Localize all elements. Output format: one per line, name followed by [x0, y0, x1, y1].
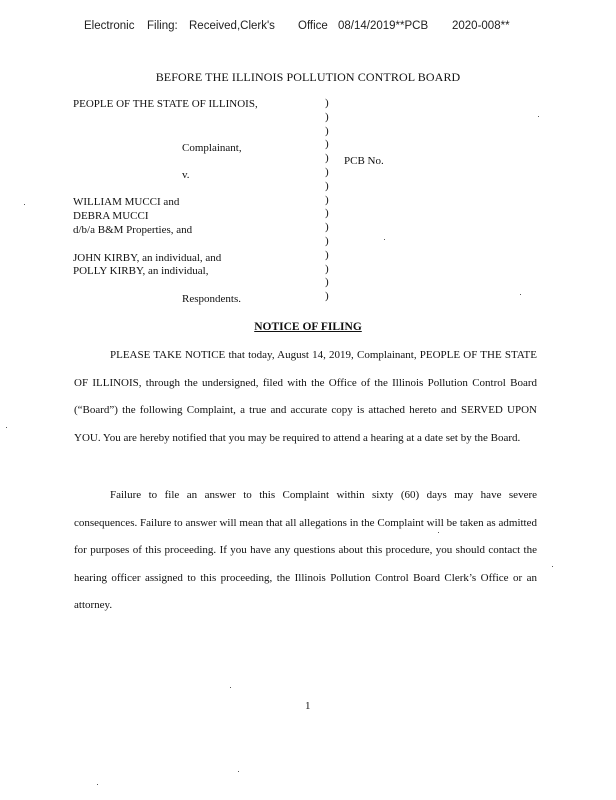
scan-speck	[24, 204, 25, 205]
caption-paren: )	[325, 138, 329, 151]
notice-paragraph	[74, 482, 537, 620]
caption-paren-column	[325, 97, 329, 304]
scan-speck	[384, 239, 385, 240]
scan-speck	[97, 784, 98, 785]
caption-paren: )	[325, 97, 329, 109]
caption-versus: v.	[182, 169, 190, 181]
caption-paren: )	[325, 248, 329, 261]
document-title: BEFORE THE ILLINOIS POLLUTION CONTROL BOARD	[155, 70, 461, 84]
page-number: 1	[305, 700, 311, 712]
caption-defendant-line: JOHN KIRBY, an individual, and	[73, 252, 222, 264]
caption-paren: )	[325, 152, 329, 165]
caption-paren: )	[325, 234, 329, 247]
stamp-electronic: Electronic	[84, 20, 135, 32]
caption-defendant-line: POLLY KIRBY, an individual,	[73, 265, 209, 277]
scan-speck	[238, 771, 239, 772]
notice-paragraph	[74, 342, 537, 452]
stamp-filing: Filing:	[147, 20, 178, 32]
scan-speck	[6, 427, 7, 428]
caption-respondents-role: Respondents.	[182, 293, 241, 305]
caption-paren: )	[325, 276, 329, 289]
scan-speck	[438, 532, 439, 533]
caption-paren: )	[325, 179, 329, 192]
caption-defendant-line: DEBRA MUCCI	[73, 210, 149, 222]
paragraph-1-text: PLEASE TAKE NOTICE that today, August 14, 2019, Complainant, PEOPLE OF THE STATE OF ILLINOIS, through the undersigned, filed with the Office of the Illinois Pollution Control Board (“Board”) the following Complaint, a true and accurate copy is attached hereto and SERVED UPON YOU. You are hereby notified that you may be required to attend a hearing at a date set by the Board.	[74, 349, 537, 444]
scan-speck	[552, 566, 553, 567]
caption-defendant-line: WILLIAM MUCCI and	[73, 196, 180, 208]
stamp-received: Received,Clerk's	[189, 20, 275, 32]
stamp-office: Office	[298, 20, 328, 32]
caption-case-number-label: PCB No.	[344, 155, 384, 167]
scan-speck	[520, 294, 521, 295]
stamp-docket: 2020-008**	[452, 20, 510, 32]
caption-paren: )	[325, 193, 329, 206]
caption-paren: )	[325, 165, 329, 178]
stamp-date: 08/14/2019**PCB	[338, 20, 429, 32]
scan-speck	[230, 687, 231, 688]
caption-paren: )	[325, 262, 329, 275]
notice-heading: NOTICE OF FILING	[254, 321, 362, 333]
caption-complainant-role: Complainant,	[182, 142, 242, 154]
caption-defendant-line: d/b/a B&M Properties, and	[73, 224, 193, 236]
caption-paren: )	[325, 110, 329, 123]
paragraph-2-text: Failure to file an answer to this Complaint within sixty (60) days may have severe consequences. Failure to answer will mean that all allegations in the Complaint will be taken as admitted for purposes of this proceeding. If you have any questions about this procedure, you should contact the hearing officer assigned to this proceeding, the Illinois Pollution Control Board Clerk’s Office or an attorney.	[74, 489, 537, 612]
caption-plaintiff: PEOPLE OF THE STATE OF ILLINOIS,	[73, 98, 258, 110]
caption-paren: )	[325, 124, 329, 137]
caption-paren: )	[325, 290, 329, 303]
caption-paren: )	[325, 207, 329, 220]
scan-speck	[538, 116, 539, 117]
caption-paren: )	[325, 221, 329, 234]
